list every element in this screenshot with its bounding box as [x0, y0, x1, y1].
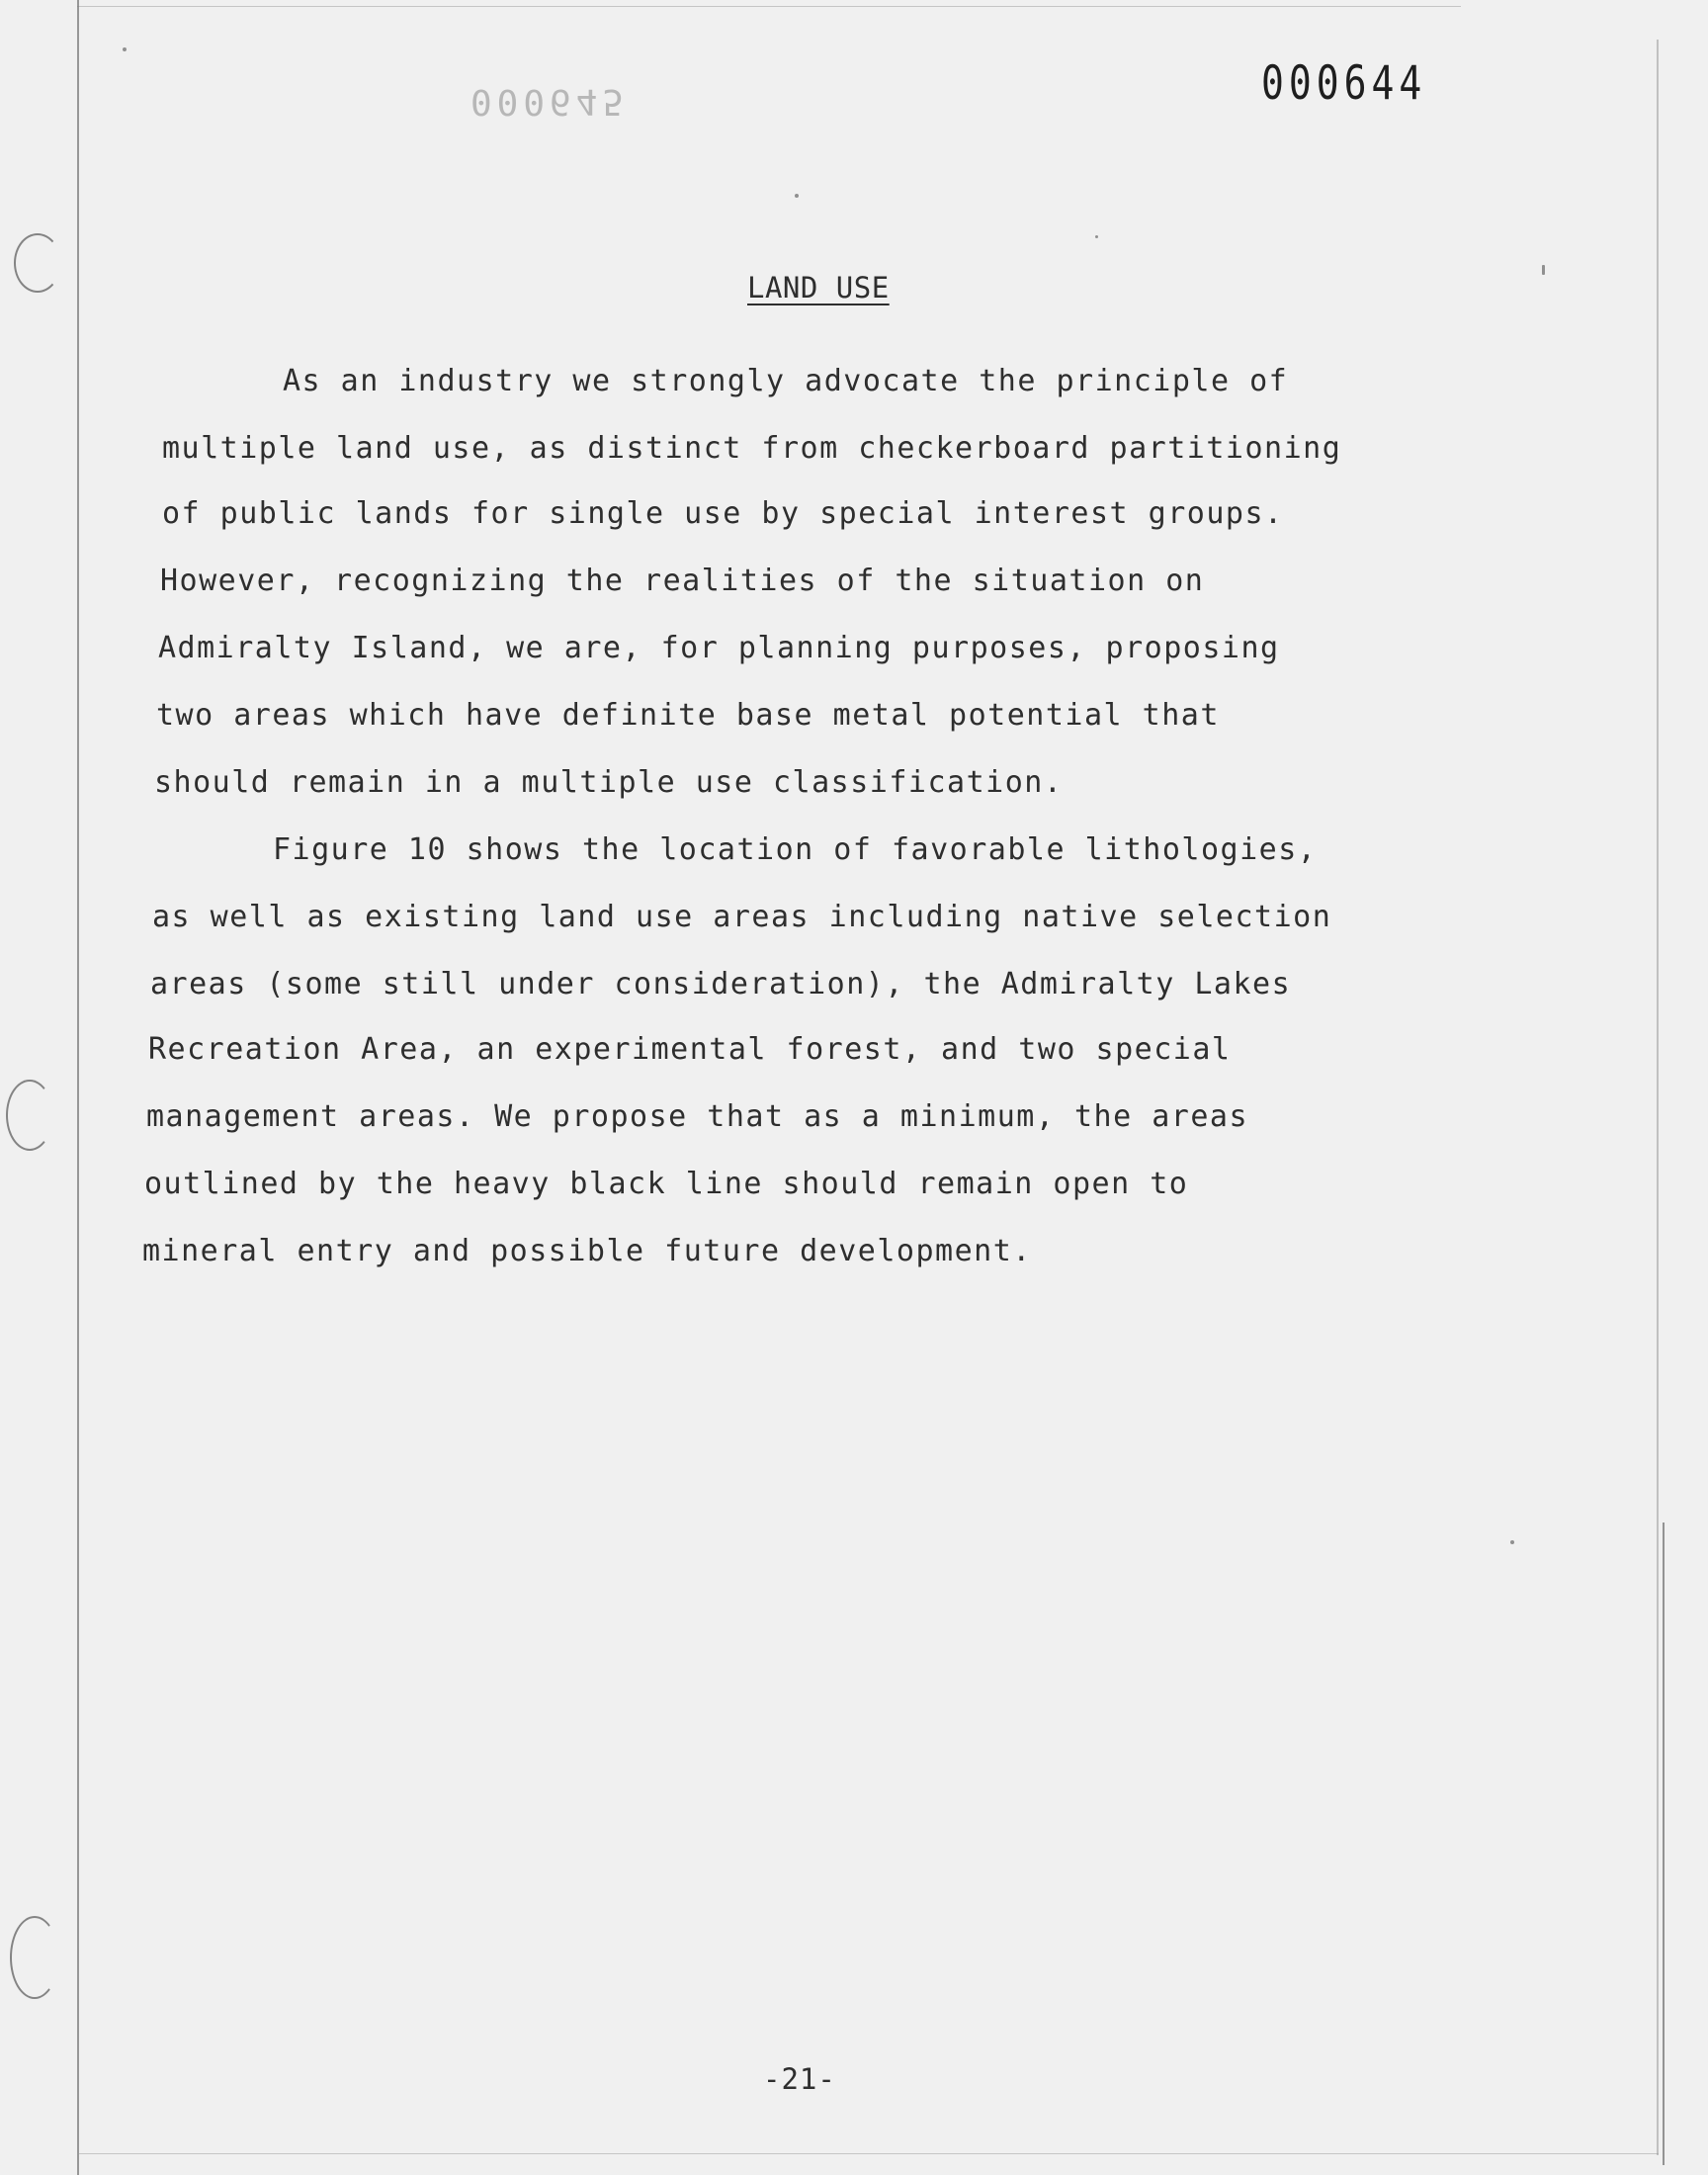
- scan-speck: [123, 47, 127, 51]
- binder-hole-mark: [10, 1916, 59, 1999]
- text-line: as well as existing land use areas including native selection: [152, 900, 1332, 934]
- page-right-edge: [1657, 40, 1659, 2155]
- text-line: Admiralty Island, we are, for planning purposes, proposing: [158, 631, 1280, 665]
- scan-speck: [1542, 265, 1545, 275]
- text-line: of public lands for single use by special interest groups.: [162, 496, 1284, 531]
- text-line: multiple land use, as distinct from checkerboard partitioning: [162, 431, 1342, 466]
- binder-hole-mark: [14, 233, 61, 293]
- text-line: Figure 10 shows the location of favorable lithologies,: [273, 832, 1318, 867]
- binder-hole-mark: [6, 1080, 53, 1151]
- bates-number: 000644: [1261, 55, 1427, 110]
- page-number: -21-: [763, 2062, 836, 2096]
- text-line: outlined by the heavy black line should remain open to: [144, 1167, 1189, 1201]
- bleed-through-number: 000645: [470, 81, 630, 122]
- text-line: should remain in a multiple use classification.: [154, 765, 1064, 800]
- binding-margin-line: [77, 0, 79, 2175]
- text-line: mineral entry and possible future development.: [142, 1234, 1032, 1268]
- page-right-edge-shadow: [1663, 1522, 1665, 2165]
- text-line: However, recognizing the realities of the situation on: [160, 564, 1205, 598]
- scan-speck: [1510, 1540, 1514, 1544]
- page-bottom-edge: [77, 2153, 1659, 2154]
- text-line: areas (some still under consideration), the Admiralty Lakes: [150, 967, 1292, 1001]
- section-heading: LAND USE: [747, 271, 890, 304]
- text-line: two areas which have definite base metal potential that: [156, 698, 1220, 733]
- text-line: As an industry we strongly advocate the principle of: [283, 364, 1289, 398]
- page-top-edge: [77, 6, 1461, 7]
- text-line: Recreation Area, an experimental forest, and two special: [148, 1032, 1232, 1067]
- scan-speck: [1095, 235, 1098, 238]
- scan-speck: [795, 194, 799, 198]
- text-line: management areas. We propose that as a minimum, the areas: [146, 1099, 1249, 1134]
